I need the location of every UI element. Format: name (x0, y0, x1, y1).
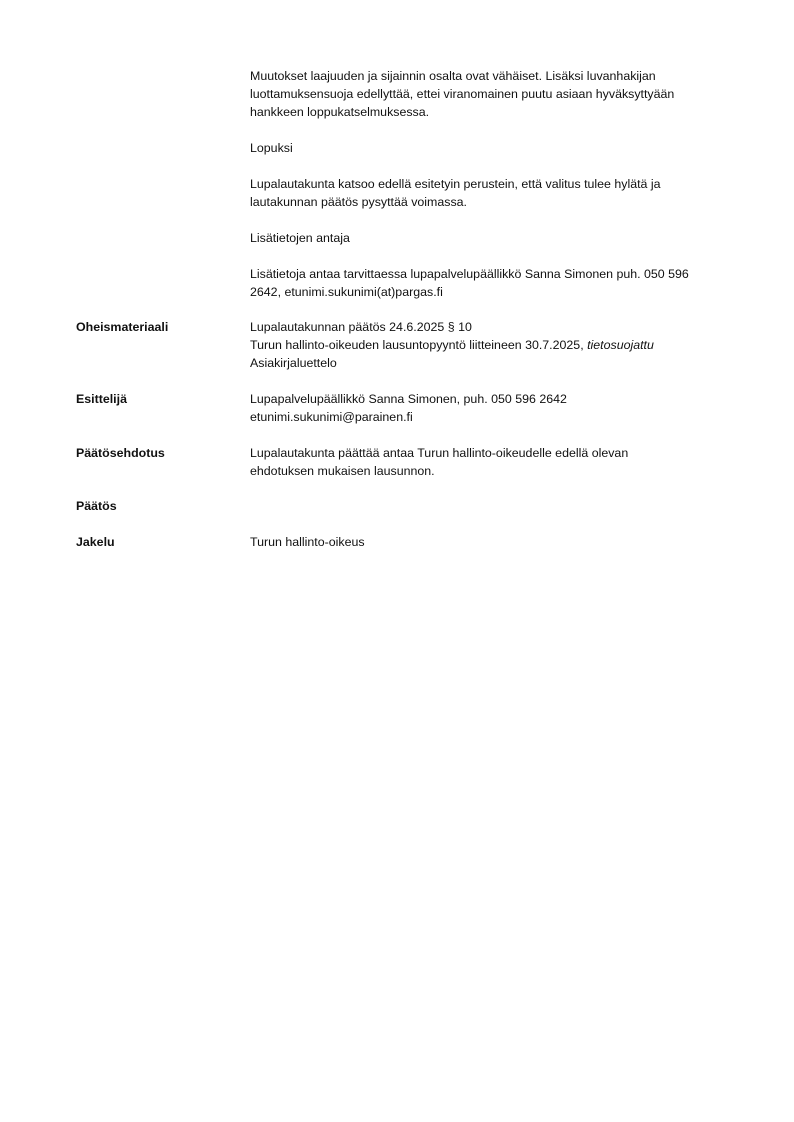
presenter-value (250, 390, 720, 426)
proposal-line-1: Lupalautakunta päättää antaa Turun hallinto-oikeudelle edellä olevan (250, 446, 629, 460)
proposal-value (250, 444, 720, 480)
contact-heading: Lisätietojen antaja (250, 231, 350, 245)
intro-line-2: luottamuksensuoja edellyttää, ettei viranomainen puutu asiaan hyväksyttyään (250, 87, 675, 101)
conclusion-heading: Lopuksi (250, 141, 293, 155)
decision-label: Päätös (76, 499, 117, 513)
attachments-value (250, 318, 720, 372)
attachment-item-3: Asiakirjaluettelo (250, 356, 337, 370)
conclusion-line-1: Lupalautakunta katsoo edellä esitetyin perustein, että valitus tulee hylätä ja (250, 177, 661, 191)
attachment-item-2-text: Turun hallinto-oikeuden lausuntopyyntö liitteineen 30.7.2025, (250, 338, 588, 352)
presenter-email: etunimi.sukunimi@parainen.fi (250, 410, 413, 424)
attachments-label: Oheismateriaali (76, 320, 169, 334)
contact-paragraph (250, 265, 720, 301)
conclusion-paragraph (250, 175, 720, 211)
intro-paragraph (250, 67, 720, 121)
proposal-line-2: ehdotuksen mukaisen lausunnon. (250, 464, 435, 478)
intro-line-3: hankkeen loppukatselmuksessa. (250, 105, 430, 119)
conclusion-line-2: lautakunnan päätös pysyttää voimassa. (250, 195, 467, 209)
contact-line-1: Lisätietoja antaa tarvittaessa lupapalvelupäällikkö Sanna Simonen puh. 050 596 (250, 267, 689, 281)
attachment-item-2 (250, 336, 720, 354)
attachment-item-1: Lupalautakunnan päätös 24.6.2025 § 10 (250, 320, 472, 334)
presenter-line-1: Lupapalvelupäällikkö Sanna Simonen, puh. 050 596 2642 (250, 392, 567, 406)
intro-line-1: Muutokset laajuuden ja sijainnin osalta ovat vähäiset. Lisäksi luvanhakijan (250, 69, 656, 83)
contact-line-2: 2642, etunimi.sukunimi(at)pargas.fi (250, 285, 443, 299)
proposal-label: Päätösehdotus (76, 446, 165, 460)
presenter-label: Esittelijä (76, 392, 127, 406)
attachment-confidential-note: tietosuojattu (587, 338, 654, 352)
distribution-label: Jakelu (76, 535, 115, 549)
distribution-value: Turun hallinto-oikeus (250, 535, 365, 549)
